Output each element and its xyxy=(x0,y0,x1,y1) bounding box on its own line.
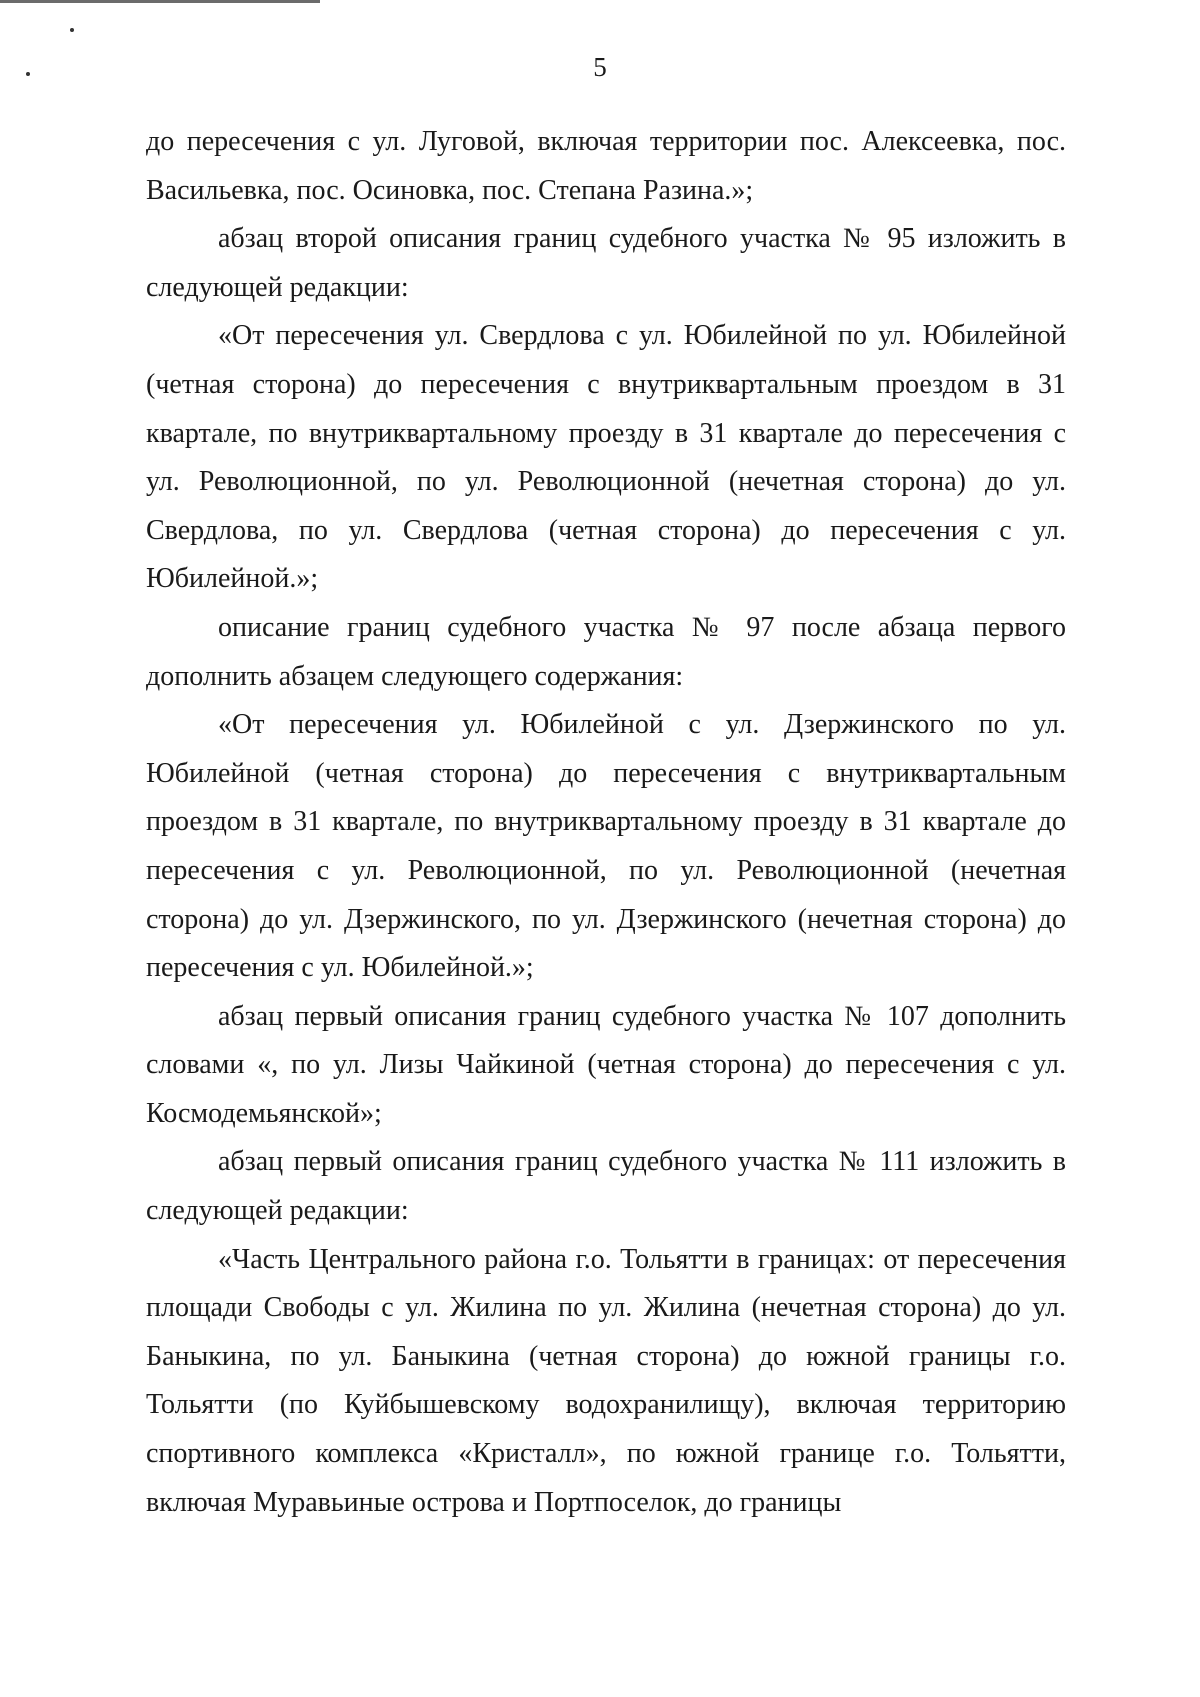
paragraph: абзац второй описания границ судебного участка № 95 изложить в следующей редакции: xyxy=(146,223,1066,303)
paragraph: абзац первый описания границ судебного участка № 107 дополнить словами «, по ул. Лизы Чайкиной (четная сторона) до пересечения с ул. Космодемьянской»; xyxy=(146,1000,1066,1129)
paragraph: описание границ судебного участка № 97 после абзаца первого дополнить абзацем следующего содержания: xyxy=(146,611,1066,692)
paragraph: «От пересечения ул. Юбилейной с ул. Дзержинского по ул. Юбилейной (четная сторона) до пересечения с внутриквартальным проездом в 31 квартале, по внутриквартальному проезду в 31 квартале до пересечения с ул. Революционной, по ул. Революционной (нечетная сторона) до ул. Дзержинского, по ул. Дзержинского (нечетная сторона) до пересечения с ул. Юбилейной.»; xyxy=(146,709,1066,984)
paragraph: «От пересечения ул. Свердлова с ул. Юбилейной по ул. Юбилейной (четная сторона) до пересечения с внутриквартальным проездом в 31 квартале, по внутриквартальному проезду в 31 квартале до пересечения с ул. Революционной, по ул. Революционной (нечетная сторона) до ул. Свердлова, по ул. Свердлова (четная сторона) до пересечения с ул. Юбилейной.»; xyxy=(146,320,1066,595)
paragraph: до пересечения с ул. Луговой, включая территории пос. Алексеевка, пос. Васильевка, пос. Осиновка, пос. Степана Разина.»; xyxy=(146,126,1066,206)
page-number: 5 xyxy=(593,52,607,82)
document-body xyxy=(146,118,1066,1527)
paragraph: «Часть Центрального района г.о. Тольятти в границах: от пересечения площади Свободы с ул. Жилина по ул. Жилина (нечетная сторона) до ул. Баныкина, по ул. Баныкина (четная сторона) до южной границы г.о. Тольятти (по Куйбышевскому водохранилищу), включая территорию спортивного комплекса «Кристалл», по южной границе г.о. Тольятти, включая Муравьиные острова и Портпоселок, до границы xyxy=(146,1243,1066,1518)
scan-artifact-dot xyxy=(70,28,74,32)
paragraph: абзац первый описания границ судебного участка № 111 изложить в следующей редакции: xyxy=(146,1146,1066,1227)
scan-artifact-line xyxy=(0,0,320,3)
